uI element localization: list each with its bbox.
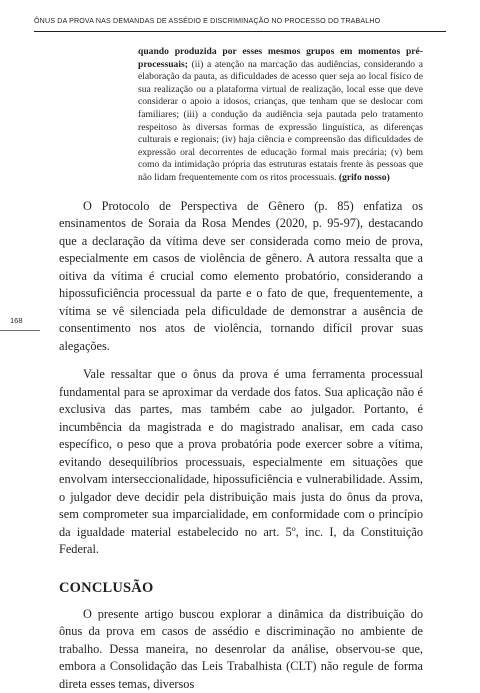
block-quote (138, 46, 423, 185)
paragraph-conclusao: O presente artigo buscou explorar a dinâmica da distribuição do ônus da prova em casos de assédio e discriminação no ambiente de trabalho. Dessa maneira, no desenrolar da análise, observou-se que, embora a Consolidação das Leis Trabalhista (CLT) não regule de forma direta esses temas, diversos (59, 606, 423, 691)
quote-body: (ii) a atenção na marcação das audiências, considerando a elaboração da pauta, as dificuldades de acesso quer seja ao local físico de sua realização ou a plataforma virtual de realização, local esse que deve considerar o apoio a idosos, crianças, que tenham que se deslocar com familiares; (iii) a condução da audiência seja pautada pelo tratamento respeitoso às diversas formas de expressão linguística, as diferenças culturais e regionais; (iv) haja ciência e compreensão das dificuldades de expressão oral decorrentes de educação formal mais precária; (v) bem como da intimidação própria das estruturas estatais frente às pessoas que não lidam frequentemente com os ritos processuais. (138, 58, 423, 183)
quote-bold-lead: quando produzida por esses mesmos grupos em momentos pré-processuais; (138, 46, 423, 70)
header-rule (34, 31, 446, 32)
paragraph-onus-da-prova: Vale ressaltar que o ônus da prova é uma ferramenta processual fundamental para se aproximar da verdade dos fatos. Sua aplicação não é exclusiva das partes, mas também cabe ao julgador. Portanto, é incumbência da magistrada e do magistrado analisar, em cada caso específico, o peso que a prova probatória pode exercer sobre a vítima, evitando desequilíbrios processuais, especialmente em situações que envolvam interseccionalidade, hipossuficiência e vulnerabilidade. Assim, o julgador deve decidir pela distribuição mais justa do ônus da prova, sem comprometer sua imparcialidade, em conformidade com o princípio da igualdade material estabelecido no art. 5º, inc. I, da Constituição Federal. (59, 367, 423, 557)
paragraph-protocolo: O Protocolo de Perspectiva de Gênero (p. 85) enfatiza os ensinamentos de Soraia da Rosa Mendes (2020, p. 95-97), destacando que a declaração da vítima deve ser considerada como meio de prova, especialmente em casos de violência de gênero. A autora ressalta que a oitiva da vítima é crucial como elemento probatório, considerando a hipossuficiência processual da parte e o fato de que, frequentemente, a vítima se vê silenciada pela dificuldade de demonstrar a ausência de consentimento nos atos de violência, tornando difícil provar suas alegações. (59, 198, 423, 353)
section-heading-conclusao: CONCLUSÃO (59, 579, 154, 596)
quote-emphasis-note: (grifo nosso) (338, 171, 390, 183)
page-number: 168 (10, 316, 23, 325)
page-number-rule (0, 330, 40, 331)
page-body (59, 46, 423, 693)
running-header: ÔNUS DA PROVA NAS DEMANDAS DE ASSÉDIO E DISCRIMINAÇÃO NO PROCESSO DO TRABALHO (34, 17, 381, 25)
